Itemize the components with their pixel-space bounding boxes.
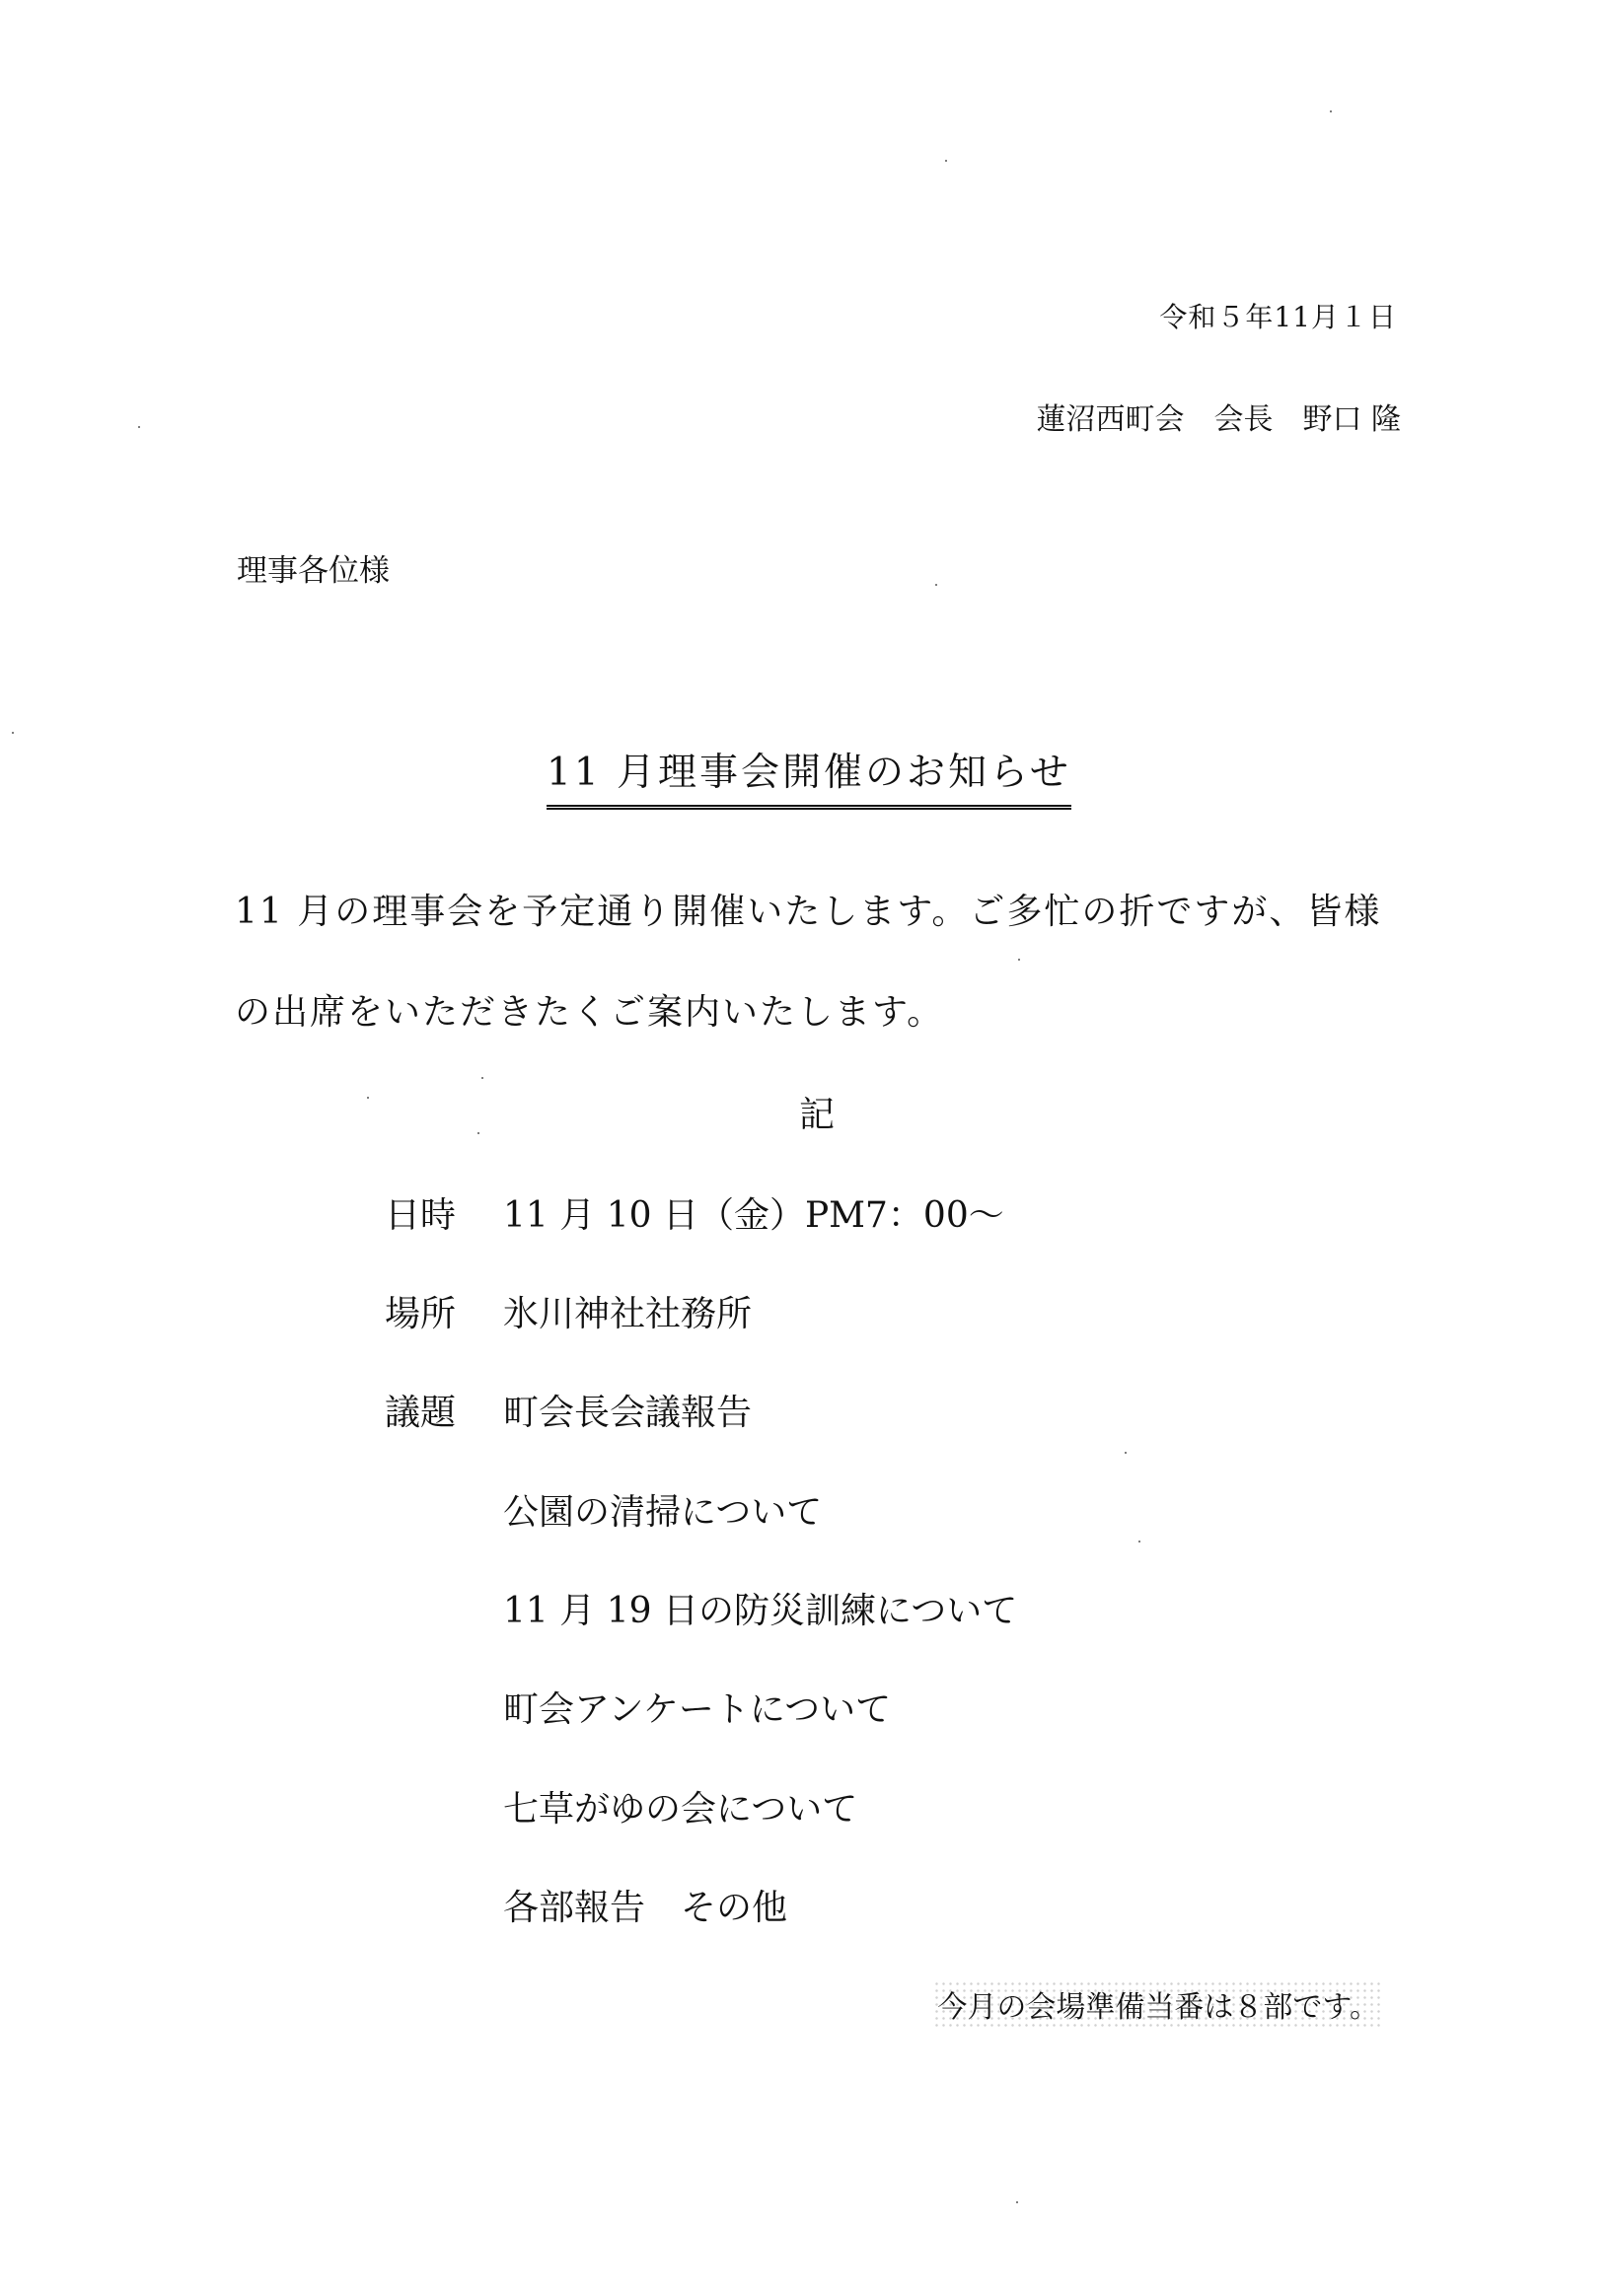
body-line-2: の出席をいただきたくご案内いたします。 bbox=[235, 992, 945, 1033]
document-title: 11 月理事会開催のお知らせ bbox=[547, 742, 1071, 810]
agenda-label: 議題 bbox=[385, 1393, 457, 1433]
agenda-item: 七草がゆの会について bbox=[503, 1789, 858, 1830]
agenda-item: 11 月 19 日の防災訓練について bbox=[503, 1591, 1018, 1631]
place-row bbox=[385, 1286, 752, 1336]
scan-speck bbox=[1330, 110, 1332, 112]
datetime-value: 11 月 10 日（金）PM7：00〜 bbox=[503, 1195, 1004, 1236]
agenda-item: 町会アンケートについて bbox=[503, 1689, 892, 1730]
sender-line: 蓮沼西町会 会長 野口 隆 bbox=[1036, 402, 1401, 437]
document-date: 令和５年11月１日 bbox=[1159, 301, 1397, 333]
scan-speck bbox=[481, 1077, 483, 1079]
scan-speck bbox=[138, 426, 140, 428]
agenda-item: 公園の清掃について bbox=[503, 1492, 823, 1533]
scan-speck bbox=[945, 160, 947, 162]
addressee: 理事各位様 bbox=[237, 553, 390, 589]
scan-speck bbox=[1018, 959, 1020, 961]
ki-heading: 記 bbox=[799, 1095, 836, 1135]
datetime-row bbox=[385, 1187, 1004, 1238]
scan-speck bbox=[12, 732, 14, 734]
scan-speck bbox=[367, 1097, 369, 1099]
body-line-1: 11 月の理事会を予定通り開催いたします。ご多忙の折ですが、皆様 bbox=[235, 892, 1382, 932]
agenda-item: 各部報告 その他 bbox=[503, 1888, 788, 1928]
duty-note: 今月の会場準備当番は８部です。 bbox=[933, 1980, 1383, 2028]
scan-speck bbox=[477, 1132, 479, 1134]
place-value: 氷川神社社務所 bbox=[503, 1294, 753, 1334]
datetime-label: 日時 bbox=[385, 1195, 457, 1236]
scan-speck bbox=[1016, 2201, 1018, 2203]
place-label: 場所 bbox=[385, 1294, 457, 1334]
agenda-row bbox=[385, 1385, 752, 1435]
scan-speck bbox=[935, 584, 937, 586]
scan-speck bbox=[1125, 1452, 1127, 1454]
agenda-item: 町会長会議報告 bbox=[503, 1393, 753, 1433]
scan-speck bbox=[1138, 1541, 1140, 1543]
